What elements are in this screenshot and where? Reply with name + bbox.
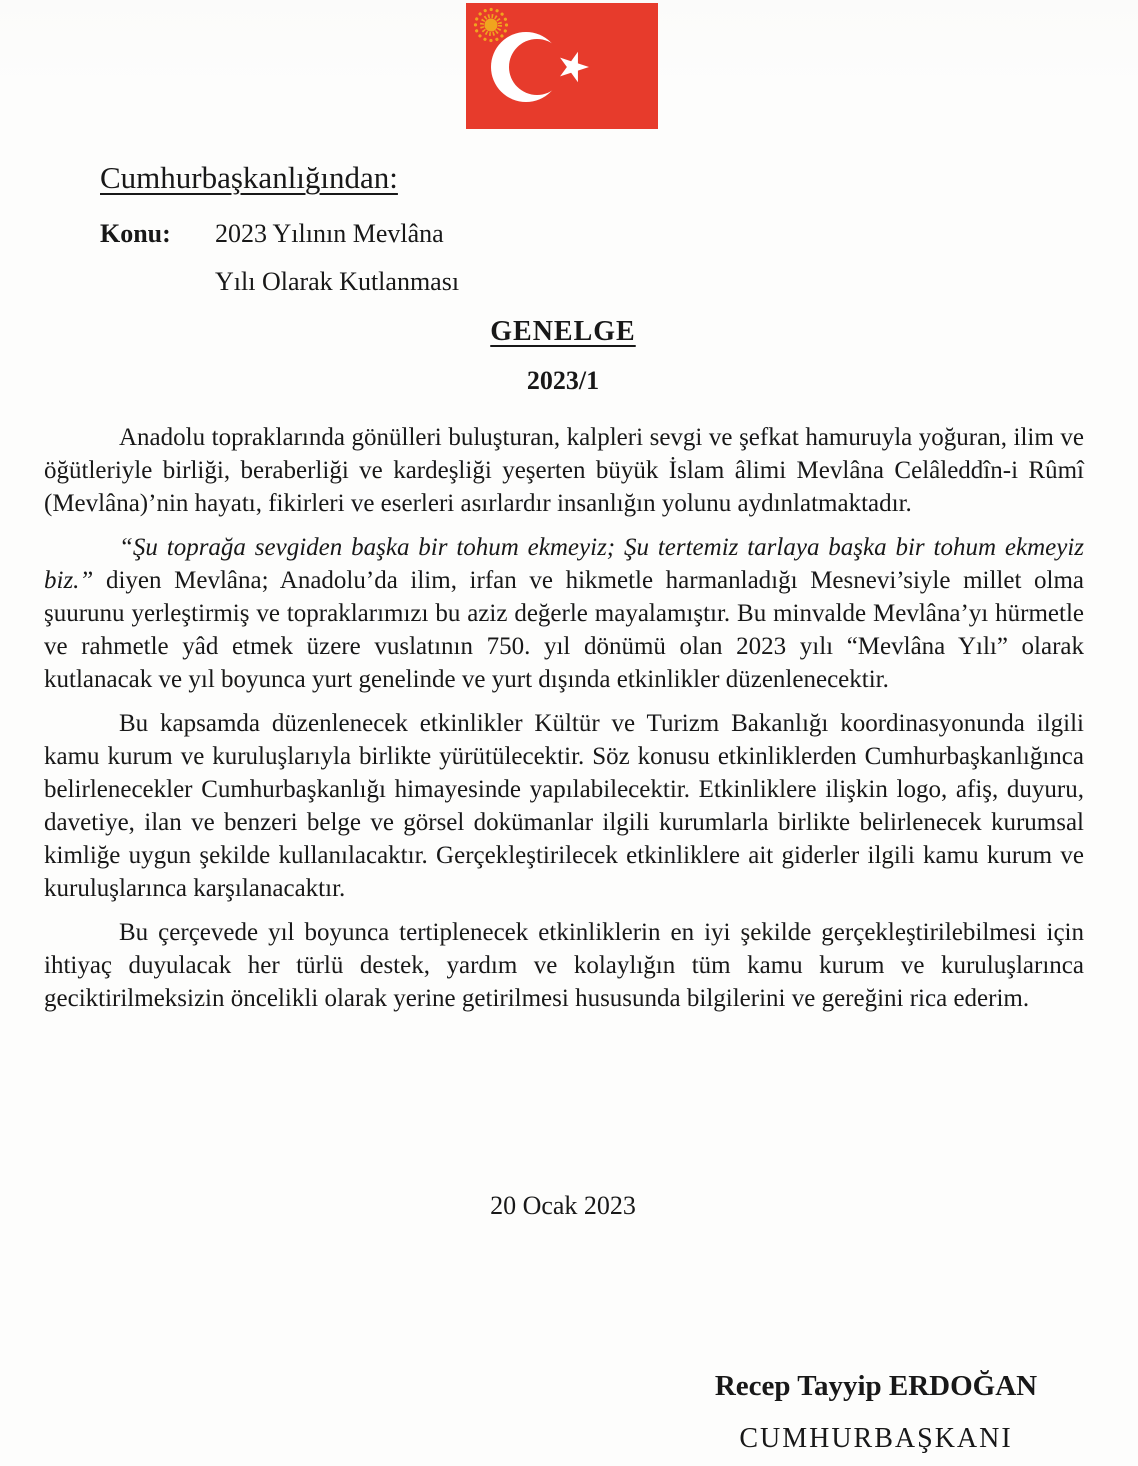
text-segment: Bu kapsamda düzenlenecek etkinlikler Kültür ve Turizm Bakanlığı koordinasyonunda ilgili kamu kurum ve kuruluşlarıyla birlikte yürütülecektir. Söz konusu etkinliklerden Cumhurbaşkanlığınca belirlenecekler Cumhurbaşkanlığı himayesinde yapılabilecektir. Etkinliklere ilişkin logo, afiş, duyuru, davetiye, ilan ve benzeri belge ve görsel dokümanlar ilgili kurumlarla birlikte belirlenecek kurumsal kimliğe uygun şekilde kullanılacaktır. Gerçekleştirilecek etkinliklere ait giderler ilgili kamu kurum ve kuruluşlarınca karşılanacaktır.: [44, 710, 1084, 902]
subject-line-2: Yılı Olarak Kutlanması: [215, 267, 460, 296]
text-segment: Bu çerçevede yıl boyunca tertiplenecek etkinliklerin en iyi şekilde gerçekleştirilebilmesi için ihtiyaç duyulacak her türlü destek, yardım ve kolaylığın tüm kamu kurum ve kuruluşlarınca geciktirilmeksizin öncelikli olarak yerine getirilmesi hususunda bilgilerini ve gereğini rica ederim.: [44, 919, 1084, 1012]
paragraph: [44, 916, 1084, 1015]
paragraph: [44, 531, 1084, 696]
subject-line-1: 2023 Yılının Mevlâna: [215, 219, 444, 248]
subject-label: Konu:: [100, 219, 171, 248]
body-paragraphs: [44, 421, 1084, 1026]
quote-segment: “Şu toprağa sevgiden başka bir tohum ekmeyiz; Şu tertemiz tarlaya başka bir tohum ekmeyiz biz.”: [44, 534, 1084, 594]
document-date: 20 Ocak 2023: [490, 1191, 636, 1220]
text-segment: Anadolu topraklarında gönülleri buluşturan, kalpleri sevgi ve şefkat hamuruyla yoğuran, ilim ve öğütleriyle birliği, beraberliği ve kardeşliği yeşerten büyük İslam âlimi Mevlâna Celâleddîn-i Rûmî (Mevlâna)’nin hayatı, fikirleri ve eserleri asırlardır insanlığın yolunu aydınlatmaktadır.: [44, 424, 1084, 517]
signature-block: [690, 1370, 1062, 1455]
signature-title: CUMHURBAŞKANI: [739, 1423, 1013, 1454]
sender-heading: Cumhurbaşkanlığından:: [100, 160, 398, 195]
turkish-presidential-flag: [466, 3, 658, 129]
flag-graphic: [466, 3, 658, 129]
signature-name: Recep Tayyip ERDOĞAN: [714, 1370, 1038, 1402]
subject-text: [215, 210, 715, 306]
document-number: 2023/1: [526, 366, 600, 395]
text-segment: diyen Mevlâna; Anadolu’da ilim, irfan ve hikmetle harmanladığı Mesnevi’siyle millet olma şuurunu yerleştirmiş ve topraklarımızı bu aziz değerle mayalamıştır. Bu minvalde Mevlâna’yı hürmetle ve rahmetle yâd etmek üzere vuslatının 750. yıl dönümü olan 2023 yılı “Mevlâna Yılı” olarak kutlanacak ve yıl boyunca yurt genelinde ve yurt dışında etkinlikler düzenlenecektir.: [44, 567, 1084, 693]
paragraph: [44, 707, 1084, 905]
document-title: GENELGE: [490, 316, 636, 347]
paragraph: [44, 421, 1084, 520]
